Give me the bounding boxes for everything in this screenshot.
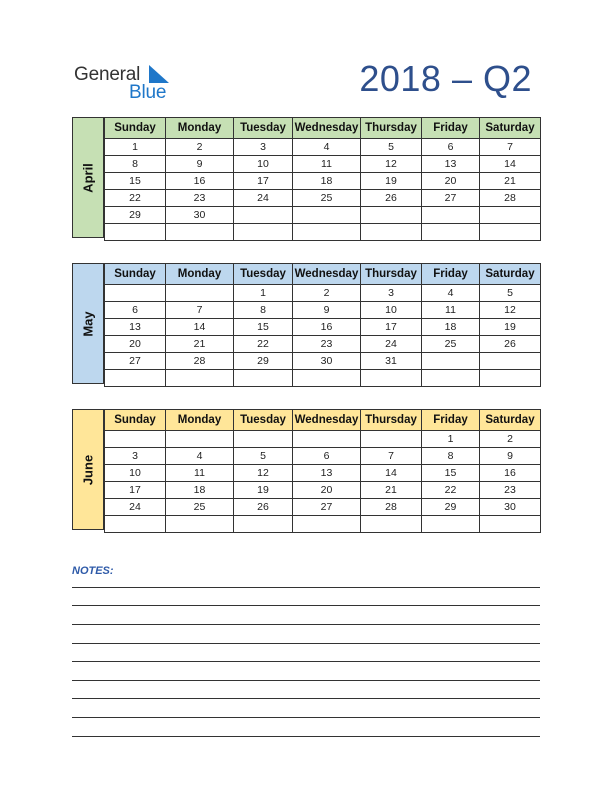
day-cell xyxy=(480,370,541,387)
day-cell xyxy=(166,431,234,448)
day-cell xyxy=(166,285,234,302)
day-cell: 2 xyxy=(166,139,234,156)
day-cell: 26 xyxy=(361,190,422,207)
day-cell: 2 xyxy=(480,431,541,448)
month-label-may xyxy=(72,263,104,384)
weekday-header-row xyxy=(105,264,541,285)
day-cell: 24 xyxy=(361,336,422,353)
day-cell: 15 xyxy=(234,319,293,336)
day-cell xyxy=(166,370,234,387)
month-block-june xyxy=(72,409,540,530)
week-row xyxy=(105,302,541,319)
notes-line xyxy=(72,698,540,699)
day-cell xyxy=(293,224,361,241)
general-blue-logo xyxy=(74,64,184,104)
notes-line xyxy=(72,680,540,681)
weekday-header: Sunday xyxy=(105,410,166,431)
week-row xyxy=(105,482,541,499)
logo-word-blue: Blue xyxy=(129,82,167,103)
notes-line xyxy=(72,624,540,625)
day-cell: 22 xyxy=(105,190,166,207)
month-block-april xyxy=(72,117,540,238)
day-cell xyxy=(361,207,422,224)
day-cell: 31 xyxy=(361,353,422,370)
day-cell: 20 xyxy=(105,336,166,353)
day-cell: 5 xyxy=(361,139,422,156)
day-cell: 21 xyxy=(480,173,541,190)
week-row xyxy=(105,499,541,516)
day-cell: 17 xyxy=(234,173,293,190)
month-block-may xyxy=(72,263,540,384)
notes-line xyxy=(72,643,540,644)
day-cell: 15 xyxy=(422,465,480,482)
day-cell: 8 xyxy=(105,156,166,173)
weekday-header: Wednesday xyxy=(293,118,361,139)
day-cell: 27 xyxy=(293,499,361,516)
day-cell xyxy=(422,516,480,533)
day-cell: 1 xyxy=(234,285,293,302)
day-cell xyxy=(480,516,541,533)
month-name: April xyxy=(80,162,96,193)
day-cell xyxy=(234,431,293,448)
day-cell: 30 xyxy=(293,353,361,370)
day-cell: 11 xyxy=(166,465,234,482)
day-cell: 11 xyxy=(422,302,480,319)
day-cell: 23 xyxy=(293,336,361,353)
week-row xyxy=(105,207,541,224)
day-cell: 3 xyxy=(234,139,293,156)
day-cell: 15 xyxy=(105,173,166,190)
week-row xyxy=(105,319,541,336)
day-cell: 22 xyxy=(422,482,480,499)
day-cell: 7 xyxy=(480,139,541,156)
weekday-header-row xyxy=(105,118,541,139)
day-cell: 9 xyxy=(480,448,541,465)
weekday-header: Thursday xyxy=(361,410,422,431)
day-cell xyxy=(293,431,361,448)
day-cell: 1 xyxy=(422,431,480,448)
month-label-june xyxy=(72,409,104,530)
weekday-header: Saturday xyxy=(480,410,541,431)
weekday-header-row xyxy=(105,410,541,431)
day-cell: 23 xyxy=(480,482,541,499)
day-cell: 30 xyxy=(480,499,541,516)
month-label-april xyxy=(72,117,104,238)
day-cell xyxy=(166,516,234,533)
day-cell: 18 xyxy=(293,173,361,190)
day-cell xyxy=(105,516,166,533)
day-cell: 12 xyxy=(234,465,293,482)
day-cell: 27 xyxy=(422,190,480,207)
calendar-table xyxy=(104,409,541,533)
day-cell: 8 xyxy=(234,302,293,319)
week-row xyxy=(105,224,541,241)
notes-line xyxy=(72,717,540,718)
weekday-header: Saturday xyxy=(480,264,541,285)
day-cell xyxy=(166,224,234,241)
day-cell: 14 xyxy=(480,156,541,173)
week-row xyxy=(105,336,541,353)
weekday-header: Monday xyxy=(166,410,234,431)
notes-label: NOTES: xyxy=(72,565,114,577)
day-cell: 9 xyxy=(293,302,361,319)
notes-line xyxy=(72,605,540,606)
day-cell xyxy=(105,370,166,387)
day-cell: 19 xyxy=(234,482,293,499)
week-row xyxy=(105,156,541,173)
day-cell: 16 xyxy=(293,319,361,336)
week-row xyxy=(105,139,541,156)
day-cell: 21 xyxy=(166,336,234,353)
day-cell xyxy=(105,285,166,302)
logo-word-general: General xyxy=(74,64,141,85)
weekday-header: Wednesday xyxy=(293,264,361,285)
day-cell: 3 xyxy=(105,448,166,465)
day-cell: 6 xyxy=(105,302,166,319)
weekday-header: Thursday xyxy=(361,264,422,285)
day-cell: 13 xyxy=(293,465,361,482)
weekday-header: Wednesday xyxy=(293,410,361,431)
weekday-header: Tuesday xyxy=(234,118,293,139)
day-cell xyxy=(234,224,293,241)
week-row xyxy=(105,285,541,302)
day-cell xyxy=(480,207,541,224)
day-cell: 5 xyxy=(234,448,293,465)
month-name: May xyxy=(80,310,96,337)
day-cell: 16 xyxy=(480,465,541,482)
day-cell xyxy=(234,207,293,224)
calendar-table xyxy=(104,263,541,387)
day-cell: 4 xyxy=(166,448,234,465)
week-row xyxy=(105,173,541,190)
day-cell: 7 xyxy=(166,302,234,319)
day-cell: 4 xyxy=(293,139,361,156)
day-cell: 29 xyxy=(105,207,166,224)
day-cell: 28 xyxy=(361,499,422,516)
calendar-table xyxy=(104,117,541,241)
day-cell: 17 xyxy=(361,319,422,336)
day-cell: 17 xyxy=(105,482,166,499)
day-cell: 7 xyxy=(361,448,422,465)
weekday-header: Monday xyxy=(166,118,234,139)
day-cell: 25 xyxy=(293,190,361,207)
day-cell: 26 xyxy=(480,336,541,353)
day-cell: 13 xyxy=(422,156,480,173)
day-cell: 20 xyxy=(293,482,361,499)
day-cell: 16 xyxy=(166,173,234,190)
day-cell: 25 xyxy=(166,499,234,516)
day-cell: 8 xyxy=(422,448,480,465)
day-cell xyxy=(105,224,166,241)
day-cell: 29 xyxy=(422,499,480,516)
week-row xyxy=(105,516,541,533)
notes-line xyxy=(72,587,540,588)
day-cell: 27 xyxy=(105,353,166,370)
weekday-header: Saturday xyxy=(480,118,541,139)
day-cell: 18 xyxy=(422,319,480,336)
day-cell xyxy=(361,516,422,533)
day-cell: 28 xyxy=(480,190,541,207)
notes-line xyxy=(72,736,540,737)
day-cell: 10 xyxy=(105,465,166,482)
day-cell: 6 xyxy=(293,448,361,465)
day-cell: 10 xyxy=(361,302,422,319)
day-cell: 6 xyxy=(422,139,480,156)
day-cell xyxy=(422,207,480,224)
day-cell: 14 xyxy=(166,319,234,336)
day-cell: 24 xyxy=(234,190,293,207)
day-cell: 10 xyxy=(234,156,293,173)
weekday-header: Friday xyxy=(422,264,480,285)
day-cell xyxy=(422,370,480,387)
day-cell xyxy=(361,431,422,448)
day-cell: 23 xyxy=(166,190,234,207)
day-cell: 11 xyxy=(293,156,361,173)
weekday-header: Thursday xyxy=(361,118,422,139)
day-cell: 28 xyxy=(166,353,234,370)
day-cell: 19 xyxy=(361,173,422,190)
day-cell xyxy=(422,353,480,370)
week-row xyxy=(105,190,541,207)
day-cell: 3 xyxy=(361,285,422,302)
day-cell xyxy=(361,224,422,241)
week-row xyxy=(105,465,541,482)
day-cell: 13 xyxy=(105,319,166,336)
day-cell: 14 xyxy=(361,465,422,482)
day-cell xyxy=(480,224,541,241)
day-cell xyxy=(234,516,293,533)
day-cell: 30 xyxy=(166,207,234,224)
day-cell: 26 xyxy=(234,499,293,516)
weekday-header: Sunday xyxy=(105,264,166,285)
week-row xyxy=(105,448,541,465)
day-cell xyxy=(234,370,293,387)
week-row xyxy=(105,431,541,448)
weekday-header: Friday xyxy=(422,118,480,139)
day-cell: 9 xyxy=(166,156,234,173)
weekday-header: Monday xyxy=(166,264,234,285)
day-cell: 21 xyxy=(361,482,422,499)
day-cell: 18 xyxy=(166,482,234,499)
day-cell xyxy=(293,207,361,224)
day-cell xyxy=(480,353,541,370)
week-row xyxy=(105,353,541,370)
day-cell: 24 xyxy=(105,499,166,516)
day-cell: 29 xyxy=(234,353,293,370)
notes-line xyxy=(72,661,540,662)
month-name: June xyxy=(80,454,96,485)
day-cell xyxy=(361,370,422,387)
day-cell xyxy=(293,370,361,387)
day-cell: 5 xyxy=(480,285,541,302)
weekday-header: Sunday xyxy=(105,118,166,139)
day-cell: 12 xyxy=(480,302,541,319)
day-cell: 22 xyxy=(234,336,293,353)
day-cell xyxy=(105,431,166,448)
weekday-header: Friday xyxy=(422,410,480,431)
weekday-header: Tuesday xyxy=(234,264,293,285)
day-cell xyxy=(422,224,480,241)
day-cell: 4 xyxy=(422,285,480,302)
day-cell: 2 xyxy=(293,285,361,302)
day-cell: 1 xyxy=(105,139,166,156)
day-cell xyxy=(293,516,361,533)
week-row xyxy=(105,370,541,387)
day-cell: 19 xyxy=(480,319,541,336)
day-cell: 12 xyxy=(361,156,422,173)
day-cell: 20 xyxy=(422,173,480,190)
weekday-header: Tuesday xyxy=(234,410,293,431)
day-cell: 25 xyxy=(422,336,480,353)
page-title: 2018 – Q2 xyxy=(359,58,532,99)
